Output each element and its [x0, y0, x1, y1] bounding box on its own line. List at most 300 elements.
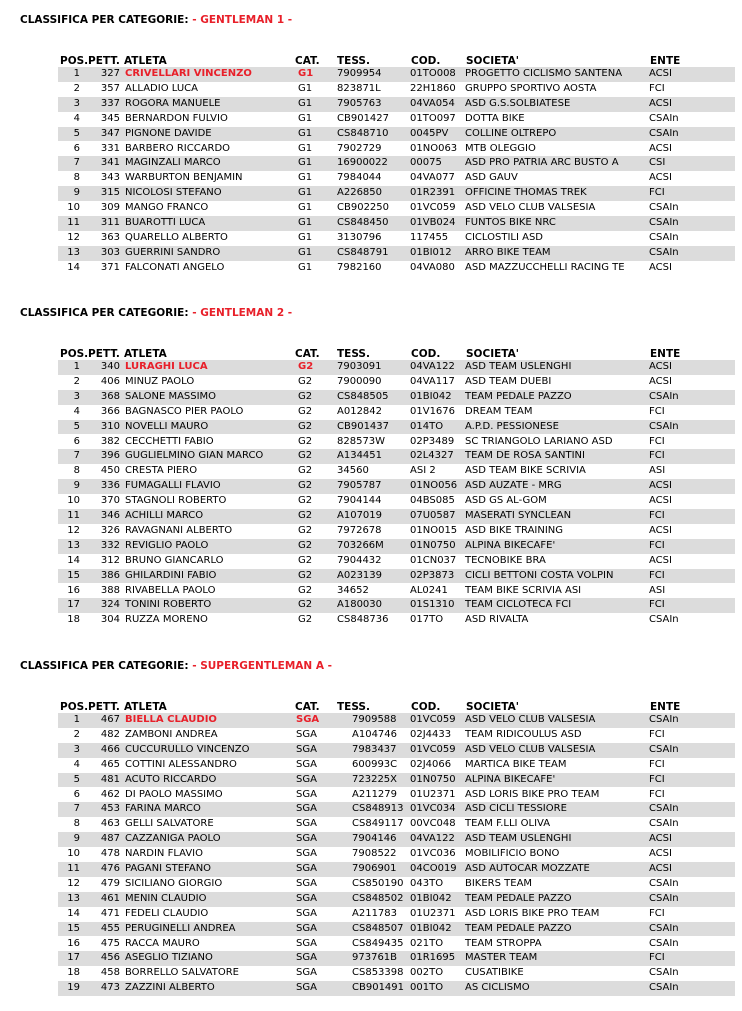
cell-tess: 7900090: [337, 375, 382, 387]
cell-cod: 01NO015: [410, 524, 458, 536]
cell-tess: A012842: [337, 405, 383, 417]
cell-pos: 13: [67, 539, 80, 551]
header-pos: POS.: [60, 55, 89, 67]
cell-cod: 01NO056: [410, 480, 458, 492]
cell-ente: FCI: [649, 599, 665, 611]
cell-cod: AL0241: [410, 584, 448, 596]
cell-pett: 343: [100, 172, 120, 184]
cell-cod: 01R2391: [410, 187, 456, 199]
cell-soc: ASD PRO PATRIA ARC BUSTO A: [465, 157, 619, 169]
cell-cat: G1: [298, 261, 313, 273]
cell-cod: 01VC059: [410, 714, 456, 725]
cell-cat: SGA: [296, 982, 317, 994]
table-row: [58, 112, 735, 127]
cell-pos: 12: [67, 524, 80, 536]
cell-soc: ASD TEAM USLENGHI: [465, 833, 572, 845]
cell-pett: 327: [100, 68, 120, 79]
cell-soc: DOTTA BIKE: [465, 112, 525, 124]
cell-soc: ASD VELO CLUB VALSESIA: [465, 743, 596, 755]
cell-name: MANGO FRANCO: [125, 202, 209, 214]
cell-ente: ACSI: [649, 172, 672, 184]
cell-ente: CSAIn: [649, 231, 679, 243]
cell-tess: 7982160: [337, 261, 382, 273]
cell-cod: 01NO063: [410, 142, 458, 154]
cell-pos: 13: [67, 892, 80, 904]
cell-cat: SGA: [296, 758, 317, 770]
cell-pett: 332: [100, 539, 120, 551]
cell-name: MENIN CLAUDIO: [125, 892, 207, 904]
cell-tess: CB901437: [337, 420, 390, 432]
table-row: [58, 584, 735, 599]
cell-name: BIELLA CLAUDIO: [125, 714, 217, 725]
cell-tess: 7984044: [337, 172, 382, 184]
section-title-prefix: CLASSIFICA PER CATEGORIE:: [20, 307, 193, 319]
cell-pett: 341: [100, 157, 120, 169]
cell-name: GHILARDINI FABIO: [125, 569, 217, 581]
cell-cod: 02P3489: [410, 435, 455, 447]
cell-name: TONINI ROBERTO: [125, 599, 212, 611]
cell-ente: FCI: [649, 435, 665, 447]
cell-name: RACCA MAURO: [125, 937, 200, 949]
cell-cod: 00075: [410, 157, 442, 169]
cell-pos: 15: [67, 922, 80, 934]
cell-cod: 22H1860: [410, 82, 456, 94]
cell-pett: 337: [100, 97, 120, 109]
cell-cat: G2: [298, 599, 313, 611]
cell-soc: TECNOBIKE BRA: [465, 554, 546, 566]
cell-cod: 021TO: [410, 937, 444, 949]
table-row: [58, 598, 735, 613]
cell-tess: A104746: [352, 728, 398, 740]
cell-pett: 406: [100, 375, 120, 387]
header-tess: TESS.: [337, 348, 370, 360]
cell-pos: 7: [73, 157, 80, 169]
cell-name: BERNARDON FULVIO: [125, 112, 228, 124]
cell-pos: 11: [67, 217, 80, 228]
section-title-prefix: CLASSIFICA PER CATEGORIE:: [20, 14, 193, 26]
cell-soc: ALPINA BIKECAFE': [465, 773, 556, 785]
cell-name: ALLADIO LUCA: [125, 82, 198, 94]
cell-ente: FCI: [649, 907, 665, 919]
header-cod: COD.: [411, 55, 441, 67]
cell-tess: 7909588: [352, 714, 397, 725]
cell-ente: FCI: [649, 510, 665, 521]
cell-cod: 117455: [410, 231, 449, 243]
cell-pett: 368: [100, 390, 120, 402]
cell-tess: 7909954: [337, 68, 382, 79]
cell-cat: G1: [298, 202, 313, 214]
cell-pett: 304: [100, 614, 120, 626]
cell-soc: ASD VELO CLUB VALSESIA: [465, 202, 596, 214]
table-header: [0, 700, 742, 714]
cell-cod: 02L4327: [410, 450, 454, 462]
cell-cod: 04VA117: [410, 375, 455, 387]
cell-cat: SGA: [296, 848, 317, 860]
cell-name: NICOLOSI STEFANO: [125, 187, 222, 199]
cell-cat: G2: [298, 450, 313, 462]
cell-cat: G2: [298, 524, 313, 536]
cell-cat: SGA: [296, 892, 317, 904]
cell-cod: 04VA077: [410, 172, 455, 184]
cell-name: CAZZANIGA PAOLO: [125, 833, 221, 845]
cell-name: BRUNO GIANCARLO: [125, 554, 224, 566]
cell-pos: 4: [73, 405, 80, 417]
cell-tess: 7903091: [337, 361, 382, 372]
cell-name: DI PAOLO MASSIMO: [125, 788, 223, 800]
cell-pett: 450: [100, 465, 120, 477]
table-row: [58, 127, 735, 142]
cell-cat: G1: [298, 217, 313, 228]
cell-soc: BIKERS TEAM: [465, 877, 533, 889]
cell-pos: 12: [67, 231, 80, 243]
cell-name: RUZZA MORENO: [125, 614, 208, 626]
table-row: [58, 390, 735, 405]
cell-soc: A.P.D. PESSIONESE: [465, 420, 559, 432]
cell-cod: 01TO097: [410, 112, 456, 124]
cell-ente: CSAIn: [649, 714, 679, 725]
cell-ente: CSAIn: [649, 803, 679, 815]
cell-soc: TEAM PEDALE PAZZO: [465, 892, 572, 904]
cell-ente: CSAIn: [649, 967, 679, 979]
cell-pett: 347: [100, 127, 120, 139]
cell-tess: 703266M: [337, 539, 384, 551]
cell-name: WARBURTON BENJAMIN: [125, 172, 243, 184]
cell-soc: ALPINA BIKECAFE': [465, 539, 556, 551]
cell-pos: 17: [67, 952, 80, 964]
cell-cat: G1: [298, 112, 313, 124]
cell-name: SALONE MASSIMO: [125, 390, 217, 402]
cell-name: ZAMBONI ANDREA: [125, 728, 218, 740]
cell-pett: 382: [100, 435, 120, 447]
cell-tess: 16900022: [337, 157, 388, 169]
cell-name: ZAZZINI ALBERTO: [125, 982, 215, 994]
cell-pos: 1: [73, 714, 80, 725]
cell-tess: CS848913: [352, 803, 404, 815]
cell-pett: 482: [100, 728, 120, 740]
cell-pett: 346: [100, 510, 120, 521]
cell-tess: A211783: [352, 907, 398, 919]
cell-ente: ACSI: [649, 833, 672, 845]
cell-cod: 04BS085: [410, 495, 455, 507]
cell-name: MINUZ PAOLO: [125, 375, 195, 387]
table-row: [58, 201, 735, 216]
cell-pett: 396: [100, 450, 120, 462]
cell-ente: ACSI: [649, 375, 672, 387]
cell-pett: 455: [100, 922, 120, 934]
cell-name: QUARELLO ALBERTO: [125, 231, 228, 243]
cell-cat: G2: [298, 390, 313, 402]
cell-soc: ASD BIKE TRAINING: [465, 524, 564, 536]
table-row: [58, 743, 735, 758]
table-row: [58, 464, 735, 479]
table-row: [58, 494, 735, 509]
cell-cod: 043TO: [410, 877, 444, 889]
table-row: [58, 951, 735, 966]
cell-name: COTTINI ALESSANDRO: [125, 758, 237, 770]
table-row: [58, 142, 735, 157]
cell-cod: 01VC059: [410, 202, 456, 214]
cell-cod: 001TO: [410, 982, 444, 994]
cell-pos: 3: [73, 97, 80, 109]
cell-cod: 01U2371: [410, 907, 456, 919]
cell-tess: CS848507: [352, 922, 404, 934]
table-row: [58, 937, 735, 952]
cell-pos: 19: [67, 982, 80, 994]
cell-pos: 14: [67, 261, 80, 273]
cell-ente: CSAIn: [649, 937, 679, 949]
cell-tess: 7904146: [352, 833, 397, 845]
cell-cat: G2: [298, 495, 313, 507]
cell-ente: CSI: [649, 157, 666, 169]
cell-soc: TEAM CICLOTECA FCI: [465, 599, 572, 611]
cell-soc: TEAM BIKE SCRIVIA ASI: [465, 584, 582, 596]
cell-name: BAGNASCO PIER PAOLO: [125, 405, 244, 417]
cell-name: PAGANI STEFANO: [125, 863, 212, 874]
table-row: [58, 216, 735, 231]
cell-name: STAGNOLI ROBERTO: [125, 495, 227, 507]
table-row: [58, 554, 735, 569]
cell-pos: 5: [73, 420, 80, 432]
cell-name: CUCCURULLO VINCENZO: [125, 743, 250, 755]
cell-pos: 10: [67, 495, 80, 507]
cell-ente: FCI: [649, 539, 665, 551]
header-pos: POS.: [60, 701, 89, 713]
cell-name: CECCHETTI FABIO: [125, 435, 214, 447]
cell-tess: 7908522: [352, 848, 397, 860]
cell-name: SICILIANO GIORGIO: [125, 877, 223, 889]
cell-pett: 462: [100, 788, 120, 800]
cell-ente: CSAIn: [649, 818, 679, 830]
cell-soc: ASD CICLI TESSIORE: [465, 803, 567, 815]
cell-pos: 14: [67, 907, 80, 919]
cell-cat: SGA: [296, 833, 317, 845]
cell-ente: CSAIn: [649, 892, 679, 904]
cell-soc: COLLINE OLTREPO: [465, 127, 557, 139]
cell-cod: 07U0587: [410, 510, 456, 521]
table-row: [58, 907, 735, 922]
cell-name: GELLI SALVATORE: [125, 818, 214, 830]
cell-cod: ASI 2: [410, 465, 436, 477]
cell-pos: 9: [73, 833, 80, 845]
cell-tess: CB901491: [352, 982, 405, 994]
table-row: [58, 246, 735, 261]
cell-soc: CUSATIBIKE: [465, 967, 524, 979]
cell-soc: TEAM PEDALE PAZZO: [465, 390, 572, 402]
cell-pos: 13: [67, 246, 80, 258]
cell-ente: CSAIn: [649, 420, 679, 432]
cell-cat: SGA: [296, 877, 317, 889]
cell-tess: CS848791: [337, 246, 389, 258]
header-societa: SOCIETA': [466, 701, 519, 713]
cell-pett: 310: [100, 420, 120, 432]
cell-name: CRESTA PIERO: [125, 465, 198, 477]
cell-name: MAGINZALI MARCO: [125, 157, 221, 169]
table-row: [58, 773, 735, 788]
cell-soc: TEAM DE ROSA SANTINI: [465, 450, 585, 462]
cell-ente: ACSI: [649, 142, 672, 154]
cell-ente: CSAIn: [649, 202, 679, 214]
cell-soc: ASD VELO CLUB VALSESIA: [465, 714, 596, 725]
cell-pett: 312: [100, 554, 120, 566]
cell-ente: ACSI: [649, 554, 672, 566]
table-row: [58, 847, 735, 862]
cell-pos: 8: [73, 465, 80, 477]
cell-tess: 823871L: [337, 82, 381, 94]
cell-name: PERUGINELLI ANDREA: [125, 922, 236, 934]
cell-cat: G1: [298, 68, 314, 79]
cell-pett: 458: [100, 967, 120, 979]
cell-cat: G1: [298, 97, 313, 109]
cell-cod: 002TO: [410, 967, 444, 979]
cell-pos: 1: [73, 68, 80, 79]
cell-name: NARDIN FLAVIO: [125, 848, 203, 860]
cell-ente: FCI: [649, 952, 665, 964]
header-ente: ENTE: [650, 55, 681, 67]
cell-cod: 01BI042: [410, 390, 452, 402]
cell-soc: TEAM RIDICOULUS ASD: [465, 728, 582, 740]
cell-cod: 01V1676: [410, 405, 456, 417]
table-row: [58, 569, 735, 584]
cell-name: REVIGLIO PAOLO: [125, 539, 209, 551]
cell-pett: 467: [100, 714, 120, 725]
cell-soc: MASTER TEAM: [465, 952, 538, 964]
cell-cat: G2: [298, 435, 313, 447]
cell-pett: 465: [100, 758, 120, 770]
cell-pos: 11: [67, 863, 80, 874]
cell-tess: CS848736: [337, 614, 389, 626]
cell-ente: CSAIn: [649, 982, 679, 994]
cell-tess: A211279: [352, 788, 398, 800]
cell-pett: 456: [100, 952, 120, 964]
cell-name: FEDELI CLAUDIO: [125, 907, 209, 919]
cell-ente: ACSI: [649, 361, 672, 372]
cell-ente: FCI: [649, 405, 665, 417]
cell-tess: 723225X: [352, 773, 398, 785]
cell-pos: 16: [67, 584, 80, 596]
table-row: [58, 832, 735, 847]
cell-pett: 315: [100, 187, 120, 199]
cell-soc: ASD G.S.SOLBIATESE: [465, 97, 571, 109]
cell-cod: 014TO: [410, 420, 444, 432]
cell-pett: 471: [100, 907, 120, 919]
cell-tess: CS848710: [337, 127, 389, 139]
table-header: [0, 54, 742, 68]
cell-soc: ASD TEAM BIKE SCRIVIA: [465, 465, 586, 477]
cell-soc: ASD TEAM USLENGHI: [465, 361, 572, 372]
cell-soc: ASD LORIS BIKE PRO TEAM: [465, 907, 600, 919]
cell-cod: 01BI012: [410, 246, 452, 258]
table-row: [58, 449, 735, 464]
cell-cat: SGA: [296, 922, 317, 934]
cell-cat: G1: [298, 157, 313, 169]
cell-tess: CB901427: [337, 112, 390, 124]
cell-pos: 18: [67, 614, 80, 626]
cell-pett: 475: [100, 937, 120, 949]
cell-cod: 04VA122: [410, 833, 455, 845]
table-row: [58, 360, 735, 375]
table-row: [58, 524, 735, 539]
cell-pett: 487: [100, 833, 120, 845]
table-row: [58, 405, 735, 420]
cell-soc: ASD MAZZUCCHELLI RACING TE: [465, 261, 625, 273]
cell-ente: FCI: [649, 569, 665, 581]
table-row: [58, 758, 735, 773]
table-row: [58, 613, 735, 628]
cell-soc: MOBILIFICIO BONO: [465, 848, 560, 860]
cell-tess: CS849117: [352, 818, 404, 830]
cell-cat: G2: [298, 420, 313, 432]
cell-pett: 466: [100, 743, 120, 755]
cell-cat: G2: [298, 480, 313, 492]
cell-soc: ARRO BIKE TEAM: [465, 246, 551, 258]
cell-tess: 7902729: [337, 142, 382, 154]
cell-cat: G1: [298, 142, 313, 154]
cell-cat: SGA: [296, 937, 317, 949]
cell-ente: CSAIn: [649, 246, 679, 258]
table-row: [58, 375, 735, 390]
cell-tess: 3130796: [337, 231, 382, 243]
cell-pos: 3: [73, 743, 80, 755]
cell-pett: 463: [100, 818, 120, 830]
header-atleta: ATLETA: [124, 55, 167, 67]
table-row: [58, 171, 735, 186]
table-row: [58, 231, 735, 246]
cell-ente: ACSI: [649, 68, 672, 79]
cell-ente: CSAIn: [649, 127, 679, 139]
cell-cat: G2: [298, 375, 313, 387]
cell-soc: SC TRIANGOLO LARIANO ASD: [465, 435, 613, 447]
cell-soc: MASERATI SYNCLEAN: [465, 510, 572, 521]
header-pett: PETT.: [88, 701, 120, 713]
cell-pos: 4: [73, 112, 80, 124]
cell-ente: FCI: [649, 788, 665, 800]
section-category-name: - GENTLEMAN 2 -: [192, 307, 293, 319]
cell-soc: CICLI BETTONI COSTA VOLPIN: [465, 569, 614, 581]
cell-ente: CSAIn: [649, 217, 679, 228]
cell-pos: 11: [67, 510, 80, 521]
cell-cod: 01CN037: [410, 554, 457, 566]
cell-pett: 340: [100, 361, 120, 372]
table-row: [58, 509, 735, 524]
table-row: [58, 539, 735, 554]
cell-cod: 0045PV: [410, 127, 449, 139]
cell-tess: 7905763: [337, 97, 382, 109]
cell-cod: 04CO019: [410, 863, 457, 874]
section-title-prefix: CLASSIFICA PER CATEGORIE:: [20, 660, 193, 672]
cell-cod: 01VC059: [410, 743, 456, 755]
cell-soc: CICLOSTILI ASD: [465, 231, 543, 243]
cell-pett: 371: [100, 261, 120, 273]
cell-pett: 370: [100, 495, 120, 507]
cell-name: NOVELLI MAURO: [125, 420, 209, 432]
header-cat: CAT.: [295, 55, 320, 67]
cell-tess: 600993C: [352, 758, 398, 770]
cell-pos: 7: [73, 803, 80, 815]
cell-name: ACHILLI MARCO: [125, 510, 204, 521]
cell-cod: 04VA054: [410, 97, 455, 109]
cell-cat: G1: [298, 231, 313, 243]
cell-pett: 311: [100, 217, 120, 228]
cell-pett: 479: [100, 877, 120, 889]
cell-cat: G2: [298, 614, 313, 626]
cell-ente: ASI: [649, 584, 666, 596]
header-societa: SOCIETA': [466, 55, 519, 67]
table-row: [58, 817, 735, 832]
header-atleta: ATLETA: [124, 701, 167, 713]
header-tess: TESS.: [337, 55, 370, 67]
cell-pos: 8: [73, 818, 80, 830]
cell-pos: 1: [73, 361, 80, 372]
